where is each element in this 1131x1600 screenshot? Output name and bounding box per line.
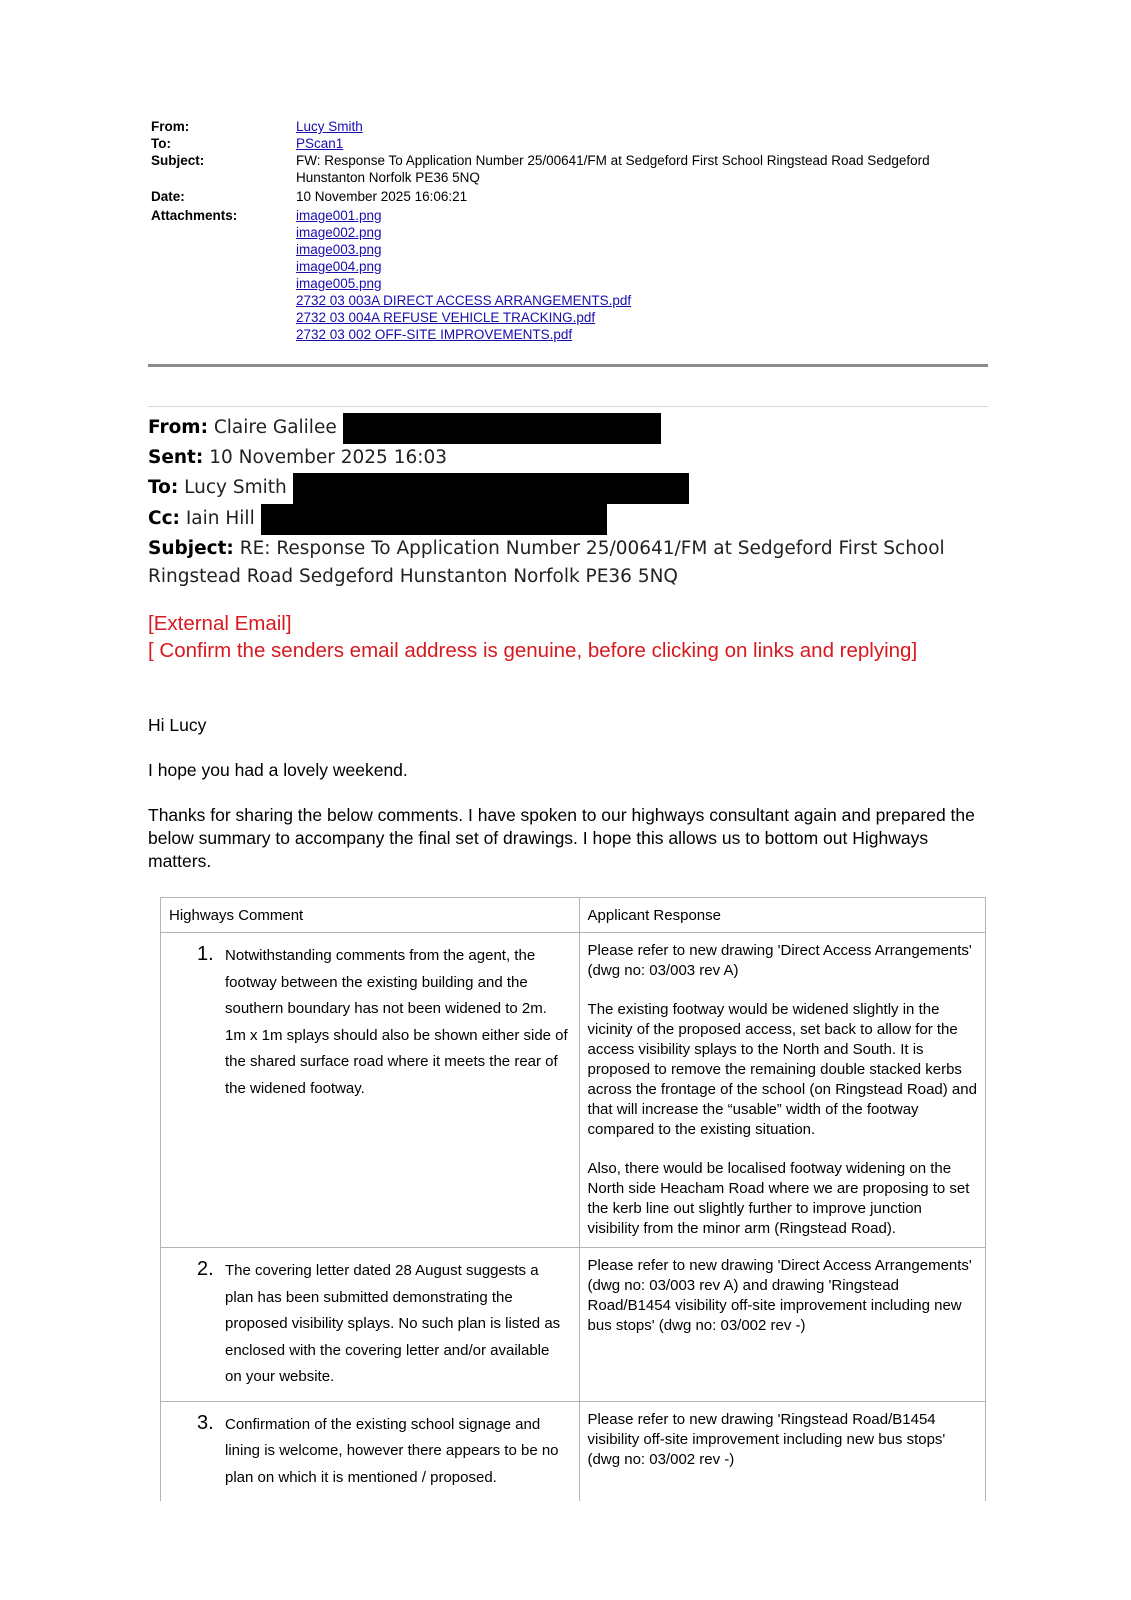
fwd-sent: 10 November 2025 16:03 <box>209 447 448 468</box>
header-subject-row <box>151 152 991 186</box>
header-divider <box>148 364 988 367</box>
attachment-link[interactable]: 2732 03 002 OFF-SITE IMPROVEMENTS.pdf <box>296 327 573 342</box>
header-from-row <box>151 118 991 135</box>
row-number: 2. <box>197 1258 214 1280</box>
fwd-subject-label: Subject: <box>148 537 234 559</box>
fwd-subject-row <box>148 535 978 592</box>
attachment-list <box>296 207 991 343</box>
applicant-response <box>580 1402 985 1478</box>
col-header-comment: Highways Comment <box>169 907 304 924</box>
greeting: Hi Lucy <box>148 715 207 735</box>
applicant-response <box>580 933 985 1247</box>
warning-line-2: [ Confirm the senders email address is genuine, before clicking on links and replying] <box>148 639 918 662</box>
fwd-from: Claire Galilee <box>213 417 337 439</box>
fwd-to: Lucy Smith <box>184 476 287 498</box>
table-row <box>161 1248 986 1402</box>
response-paragraph: Please refer to new drawing 'Ringstead Road/B1454 visibility off-site improvement including new bus stops' (dwg no: 03/002 rev -) <box>587 1410 946 1468</box>
message-divider <box>148 406 988 407</box>
response-paragraph: The existing footway would be widened slightly in the vicinity of the proposed access, set back to allow for the access visibility splays to the North and South. It is proposed to remove the remaining double stacked kerbs across the frontage of the school (on Ringstead Road) and that will increase the “usable” width of the footway compared to the existing situation. <box>587 1001 977 1138</box>
attachment-link[interactable]: image003.png <box>296 242 382 257</box>
fwd-sent-row <box>148 444 978 473</box>
attachment-link[interactable]: 2732 03 003A DIRECT ACCESS ARRANGEMENTS.pdf <box>296 293 632 308</box>
print-header <box>151 118 991 343</box>
col-header-response: Applicant Response <box>587 907 721 924</box>
attachment-link[interactable]: image005.png <box>296 276 382 291</box>
redaction-block <box>293 473 689 504</box>
header-subject-label: Subject: <box>151 153 205 168</box>
header-to-link[interactable]: PScan1 <box>296 136 344 151</box>
fwd-to-row <box>148 473 978 504</box>
table-header-row <box>161 898 986 933</box>
external-email-warning <box>148 610 988 664</box>
fwd-cc: Iain Hill <box>185 507 255 529</box>
fwd-cc-label: Cc: <box>148 507 180 529</box>
header-date-row <box>151 188 991 205</box>
attachment-link[interactable]: image002.png <box>296 225 382 240</box>
header-to-row <box>151 135 991 152</box>
response-paragraph: Please refer to new drawing 'Direct Access Arrangements' (dwg no: 03/003 rev A) <box>587 942 972 979</box>
header-from-label: From: <box>151 119 190 134</box>
header-attachments-row <box>151 207 991 343</box>
highways-comment: Confirmation of the existing school signage and lining is welcome, however there appears to be no plan on which it is mentioned / proposed. <box>225 1415 559 1486</box>
body-paragraph-2: Thanks for sharing the below comments. I have spoken to our highways consultant again and prepared the below summary to accompany the final set of drawings. I hope this allows us to bottom out Highways matters. <box>148 805 975 871</box>
warning-line-1: [External Email] <box>148 612 292 635</box>
row-number: 1. <box>197 943 214 965</box>
attachment-link[interactable]: 2732 03 004A REFUSE VEHICLE TRACKING.pdf <box>296 310 596 325</box>
fwd-cc-row <box>148 504 978 535</box>
header-attachments-label: Attachments: <box>151 208 238 223</box>
comments-table <box>160 897 986 1501</box>
applicant-response <box>580 1248 985 1344</box>
fwd-subject: RE: Response To Application Number 25/00641/FM at Sedgeford First School Ringstead Road Sedgeford Hunstanton Norfolk PE36 5NQ <box>148 537 945 587</box>
highways-comment: The covering letter dated 28 August suggests a plan has been submitted demonstrating the proposed visibility splays. No such plan is listed as enclosed with the covering letter and/or available on your website. <box>225 1262 561 1385</box>
body-paragraph-1: I hope you had a lovely weekend. <box>148 760 408 780</box>
fwd-from-label: From: <box>148 417 208 439</box>
row-number: 3. <box>197 1411 214 1434</box>
response-paragraph: Also, there would be localised footway widening on the North side Heacham Road where we are proposing to set the kerb line out slightly further to improve junction visibility from the minor arm (Ringstead Road). <box>587 1160 970 1237</box>
fwd-to-label: To: <box>148 476 179 498</box>
attachment-link[interactable]: image004.png <box>296 259 382 274</box>
header-to-label: To: <box>151 136 171 151</box>
table-row <box>161 1401 986 1501</box>
header-from-link[interactable]: Lucy Smith <box>296 119 363 134</box>
fwd-from-row <box>148 413 978 444</box>
redaction-block <box>261 504 607 535</box>
fwd-sent-label: Sent: <box>148 447 204 468</box>
header-date-label: Date: <box>151 189 185 204</box>
redaction-block <box>343 413 661 444</box>
response-paragraph: Please refer to new drawing 'Direct Access Arrangements' (dwg no: 03/003 rev A) and drawing 'Ringstead Road/B1454 visibility off-site improvement including new bus stops' (dwg no: 03/002 rev -) <box>587 1257 972 1334</box>
header-subject: FW: Response To Application Number 25/00641/FM at Sedgeford First School Ringstead Road Sedgeford Hunstanton Norfolk PE36 5NQ <box>296 153 930 185</box>
forwarded-header <box>148 413 978 592</box>
attachment-link[interactable]: image001.png <box>296 208 382 223</box>
highways-comment: Notwithstanding comments from the agent, the footway between the existing building and the southern boundary has not been widened to 2m. 1m x 1m splays should also be shown either side of the shared surface road where it meets the rear of the widened footway. <box>225 947 568 1097</box>
header-date: 10 November 2025 16:06:21 <box>296 189 468 204</box>
table-row <box>161 933 986 1248</box>
